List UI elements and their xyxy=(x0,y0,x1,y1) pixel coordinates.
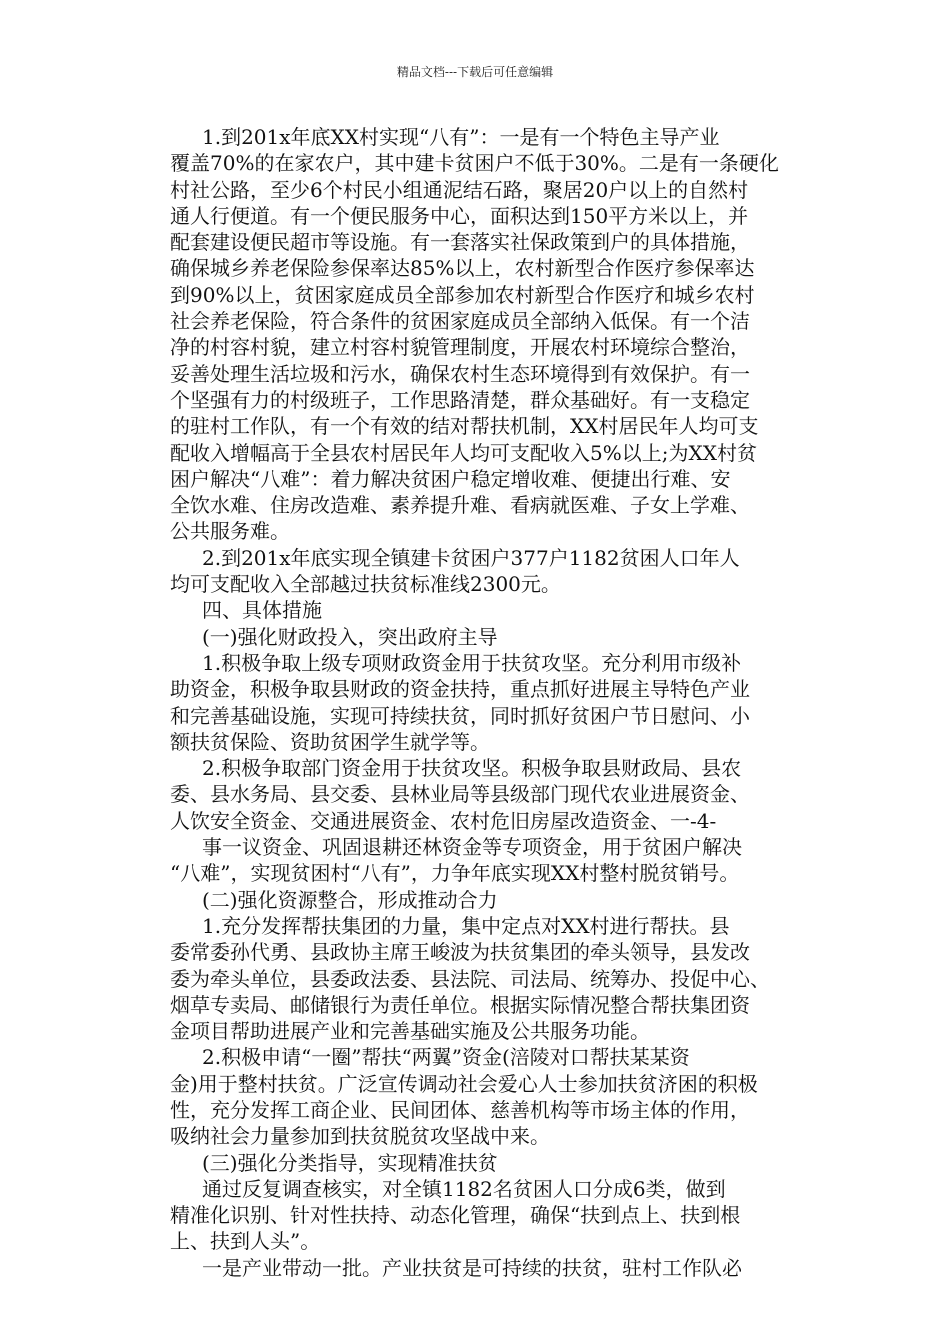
text-line: 烟草专卖局、邮储银行为责任单位。根据实际情况整合帮扶集团资 xyxy=(170,992,750,1017)
text-line: 覆盖70%的在家农户，其中建卡贫困户不低于30%。二是有一条硬化 xyxy=(170,151,779,176)
text-line: 事一议资金、巩固退耕还林资金等专项资金，用于贫困户解决 xyxy=(202,835,742,860)
document-body xyxy=(170,124,826,1281)
text-line: 人饮安全资金、交通进展资金、农村危旧房屋改造资金、一-4- xyxy=(170,808,717,833)
text-line: “八难”，实现贫困村“八有”，力争年底实现XX村整村脱贫销号。 xyxy=(170,861,740,886)
text-line: 助资金，积极争取县财政的资金扶持，重点抓好进展主导特色产业 xyxy=(170,677,750,702)
text-line: 确保城乡养老保险参保率达85%以上，农村新型合作医疗参保率达 xyxy=(170,256,755,281)
text-line: 妥善处理生活垃圾和污水，确保农村生态环境得到有效保护。有一 xyxy=(170,361,750,386)
text-line: 额扶贫保险、资助贫困学生就学等。 xyxy=(170,729,490,754)
text-line: 个坚强有力的村级班子，工作思路清楚，群众基础好。有一支稳定 xyxy=(170,387,750,412)
text-line: 均可支配收入全部越过扶贫标准线2300元。 xyxy=(170,572,561,597)
text-line: (二)强化资源整合，形成推动合力 xyxy=(202,887,498,912)
text-line: 配收入增幅高于全县农村居民年人均可支配收入5%以上;为XX村贫 xyxy=(170,440,757,465)
page-header: 精品文档---下载后可任意编辑 xyxy=(396,65,554,79)
text-line: 净的村容村貌，建立村容村貌管理制度，开展农村环境综合整治， xyxy=(170,335,750,360)
text-line: 2.到201x年底实现全镇建卡贫困户377户1182贫困人口年人 xyxy=(202,545,740,570)
text-line: 2.积极争取部门资金用于扶贫攻坚。积极争取县财政局、县农 xyxy=(202,756,742,781)
text-line: 和完善基础设施，实现可持续扶贫，同时抓好贫困户节日慰问、小 xyxy=(170,703,750,728)
text-line: 村社公路，至少6个村民小组通泥结石路，聚居20户以上的自然村 xyxy=(170,177,749,202)
text-line: 1.积极争取上级专项财政资金用于扶贫攻坚。充分利用市级补 xyxy=(202,650,742,675)
text-line: 1.到201x年底XX村实现“八有”：一是有一个特色主导产业 xyxy=(202,125,720,149)
text-line: (一)强化财政投入，突出政府主导 xyxy=(202,624,498,649)
text-line: 困户解决“八难”：着力解决贫困户稳定增收难、便捷出行难、安 xyxy=(170,466,731,491)
text-line: 到90%以上，贫困家庭成员全部参加农村新型合作医疗和城乡农村 xyxy=(170,282,755,307)
text-line: 一是产业带动一批。产业扶贫是可持续的扶贫，驻村工作队必 xyxy=(202,1255,742,1280)
text-line: 的驻村工作队，有一个有效的结对帮扶机制，XX村居民年人均可支 xyxy=(170,414,759,439)
text-line: 四、具体措施 xyxy=(202,598,322,623)
text-line: 委、县水务局、县交委、县林业局等县级部门现代农业进展资金、 xyxy=(170,782,750,807)
text-line: 委为牵头单位，县委政法委、县法院、司法局、统筹办、投促中心、 xyxy=(170,966,770,991)
text-line: 精准化识别、针对性扶持、动态化管理，确保“扶到点上、扶到根 xyxy=(170,1203,741,1228)
text-line: 上、扶到人头”。 xyxy=(170,1229,321,1254)
text-line: 性，充分发挥工商企业、民间团体、慈善机构等市场主体的作用， xyxy=(170,1097,750,1122)
text-line: 1.充分发挥帮扶集团的力量，集中定点对XX村进行帮扶。县 xyxy=(202,913,730,938)
text-line: 通过反复调查核实，对全镇1182名贫困人口分成6类，做到 xyxy=(202,1176,726,1201)
text-line: 委常委孙代勇、县政协主席王峻波为扶贫集团的牵头领导，县发改 xyxy=(170,940,750,965)
text-line: 2.积极申请“一圈”帮扶“两翼”资金(涪陵对口帮扶某某资 xyxy=(202,1045,690,1070)
text-line: 通人行便道。有一个便民服务中心，面积达到150平方米以上，并 xyxy=(170,203,749,228)
text-line: 全饮水难、住房改造难、素养提升难、看病就医难、子女上学难、 xyxy=(170,493,750,518)
text-line: 社会养老保险，符合条件的贫困家庭成员全部纳入低保。有一个洁 xyxy=(170,309,750,334)
text-line: (三)强化分类指导，实现精准扶贫 xyxy=(202,1150,498,1175)
text-line: 配套建设便民超市等设施。有一套落实社保政策到户的具体措施， xyxy=(170,230,750,255)
text-line: 公共服务难。 xyxy=(170,519,290,544)
text-line: 金)用于整村扶贫。广泛宣传调动社会爱心人士参加扶贫济困的积极 xyxy=(170,1071,758,1096)
text-line: 金项目帮助进展产业和完善基础实施及公共服务功能。 xyxy=(170,1019,650,1044)
text-line: 吸纳社会力量参加到扶贫脱贫攻坚战中来。 xyxy=(170,1124,550,1149)
